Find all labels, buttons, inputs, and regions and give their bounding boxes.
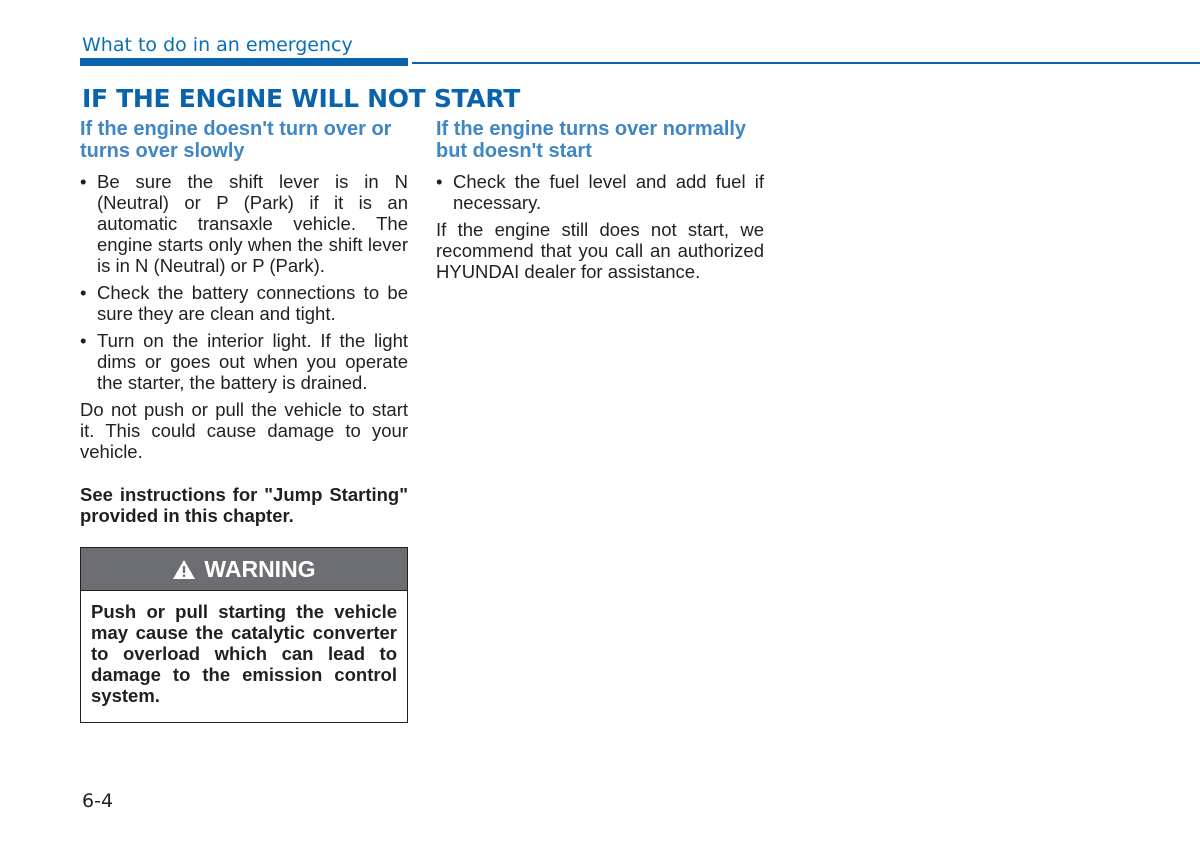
warning-label: WARNING xyxy=(204,555,316,582)
left-subheading: If the engine doesn't turn over or turns over slowly xyxy=(80,118,392,162)
list-item: • Check the fuel level and add fuel if necessary. xyxy=(436,171,764,213)
bullet-dot: • xyxy=(80,330,87,351)
bullet-dot: • xyxy=(80,282,87,303)
warning-text: Push or pull starting the vehicle may cause the catalytic converter to overload which can lead to damage to the emission control system. xyxy=(91,601,397,706)
warning-triangle-icon xyxy=(172,559,196,580)
right-bullet-list xyxy=(436,171,764,213)
warning-header xyxy=(81,548,407,591)
left-bullet-list xyxy=(80,171,408,393)
right-subheading: If the engine turns over normally but doesn't start xyxy=(436,118,747,162)
right-column xyxy=(436,118,764,288)
jump-start-note: See instructions for "Jump Starting" provided in this chapter. xyxy=(80,484,408,526)
list-item: • Turn on the interior light. If the light dims or goes out when you operate the starter, the battery is drained. xyxy=(80,330,408,393)
bullet-dot: • xyxy=(80,171,87,192)
left-column xyxy=(80,118,408,526)
page-number: 6-4 xyxy=(82,790,114,812)
list-item: • Be sure the shift lever is in N (Neutral) or P (Park) if it is an automatic transaxle vehicle. The engine starts only when the shift lever is in N (Neutral) or P (Park). xyxy=(80,171,408,276)
warning-box xyxy=(80,547,408,723)
bullet-dot: • xyxy=(436,171,443,192)
header-rule-thin xyxy=(412,62,1200,64)
section-label: What to do in an emergency xyxy=(82,34,353,56)
header-rule-thick xyxy=(80,58,408,66)
left-paragraph: Do not push or pull the vehicle to start it. This could cause damage to your vehicle. xyxy=(80,399,408,462)
list-item: • Check the battery connections to be sure they are clean and tight. xyxy=(80,282,408,324)
page-title: IF THE ENGINE WILL NOT START xyxy=(82,84,520,113)
right-paragraph: If the engine still does not start, we recommend that you call an authorized HYUNDAI dealer for assistance. xyxy=(436,219,764,282)
